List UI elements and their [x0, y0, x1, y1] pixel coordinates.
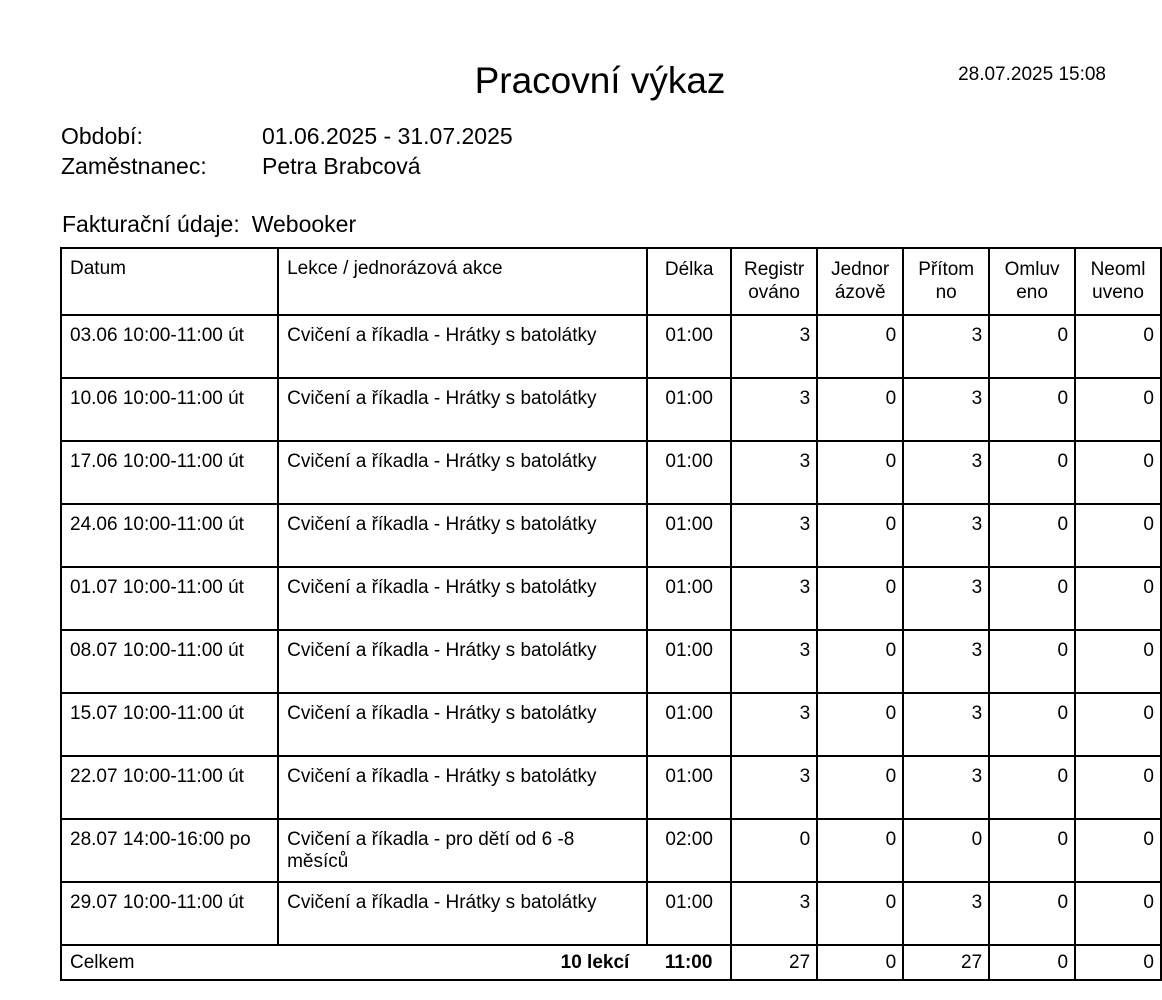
cell-registered: 0 [731, 819, 817, 882]
page-title: Pracovní výkaz [474, 60, 726, 101]
cell-present: 0 [903, 819, 989, 882]
cell-unexcused: 0 [1075, 693, 1161, 756]
column-header-date: Datum [61, 248, 278, 315]
cell-lesson: Cvičení a říkadla - pro dětí od 6 -8 měsíců [278, 819, 647, 882]
cell-excused: 0 [989, 315, 1075, 378]
table-row [61, 630, 1161, 693]
column-header-registered: Registr ováno [731, 248, 817, 315]
cell-date: 22.07 10:00-11:00 út [61, 756, 278, 819]
cell-registered: 3 [731, 567, 817, 630]
column-header-excused: Omluv eno [989, 248, 1075, 315]
cell-date: 29.07 10:00-11:00 út [61, 882, 278, 945]
period-label: Období: [61, 123, 143, 149]
cell-registered: 3 [731, 504, 817, 567]
totals-length: 11:00 [647, 945, 731, 980]
table-header-row [61, 248, 1161, 315]
cell-excused: 0 [989, 441, 1075, 504]
cell-excused: 0 [989, 378, 1075, 441]
cell-lesson: Cvičení a říkadla - Hrátky s batolátky [278, 315, 647, 378]
totals-registered: 27 [731, 945, 817, 980]
cell-onetime: 0 [817, 315, 903, 378]
cell-date: 10.06 10:00-11:00 út [61, 378, 278, 441]
totals-unexcused: 0 [1075, 945, 1161, 980]
table-row [61, 819, 1161, 882]
billing-value: Webooker [251, 211, 357, 237]
table-row [61, 756, 1161, 819]
generated-timestamp: 28.07.2025 15:08 [958, 64, 1106, 85]
cell-present: 3 [903, 567, 989, 630]
cell-unexcused: 0 [1075, 441, 1161, 504]
cell-excused: 0 [989, 756, 1075, 819]
cell-date: 15.07 10:00-11:00 út [61, 693, 278, 756]
cell-registered: 3 [731, 882, 817, 945]
cell-registered: 3 [731, 441, 817, 504]
table-row [61, 504, 1161, 567]
cell-excused: 0 [989, 819, 1075, 882]
cell-unexcused: 0 [1075, 819, 1161, 882]
cell-present: 3 [903, 630, 989, 693]
cell-length: 01:00 [647, 693, 731, 756]
cell-lesson: Cvičení a říkadla - Hrátky s batolátky [278, 882, 647, 945]
table-row [61, 441, 1161, 504]
cell-lesson: Cvičení a říkadla - Hrátky s batolátky [278, 441, 647, 504]
column-header-unexcused: Neoml uveno [1075, 248, 1161, 315]
cell-lesson: Cvičení a říkadla - Hrátky s batolátky [278, 630, 647, 693]
cell-onetime: 0 [817, 693, 903, 756]
cell-lesson: Cvičení a říkadla - Hrátky s batolátky [278, 567, 647, 630]
cell-length: 01:00 [647, 441, 731, 504]
table-row [61, 315, 1161, 378]
cell-onetime: 0 [817, 756, 903, 819]
work-report-table [60, 247, 1162, 981]
totals-label: Celkem [61, 945, 278, 980]
cell-unexcused: 0 [1075, 315, 1161, 378]
cell-length: 01:00 [647, 567, 731, 630]
cell-lesson: Cvičení a říkadla - Hrátky s batolátky [278, 378, 647, 441]
cell-present: 3 [903, 504, 989, 567]
billing-row [62, 211, 356, 238]
totals-lessons: 10 lekcí [278, 945, 647, 980]
table-row [61, 693, 1161, 756]
cell-lesson: Cvičení a říkadla - Hrátky s batolátky [278, 693, 647, 756]
cell-onetime: 0 [817, 630, 903, 693]
cell-unexcused: 0 [1075, 630, 1161, 693]
cell-length: 01:00 [647, 882, 731, 945]
cell-registered: 3 [731, 693, 817, 756]
cell-present: 3 [903, 756, 989, 819]
cell-registered: 3 [731, 378, 817, 441]
totals-present: 27 [903, 945, 989, 980]
table-row [61, 378, 1161, 441]
totals-excused: 0 [989, 945, 1075, 980]
cell-present: 3 [903, 882, 989, 945]
cell-unexcused: 0 [1075, 882, 1161, 945]
cell-onetime: 0 [817, 378, 903, 441]
column-header-onetime: Jednor ázově [817, 248, 903, 315]
totals-row [61, 945, 1161, 980]
cell-present: 3 [903, 441, 989, 504]
column-header-length: Délka [647, 248, 731, 315]
cell-length: 02:00 [647, 819, 731, 882]
cell-present: 3 [903, 315, 989, 378]
cell-lesson: Cvičení a říkadla - Hrátky s batolátky [278, 504, 647, 567]
cell-length: 01:00 [647, 756, 731, 819]
cell-registered: 3 [731, 315, 817, 378]
cell-present: 3 [903, 378, 989, 441]
cell-excused: 0 [989, 882, 1075, 945]
cell-registered: 3 [731, 630, 817, 693]
billing-label: Fakturační údaje: [62, 211, 240, 237]
cell-date: 17.06 10:00-11:00 út [61, 441, 278, 504]
cell-onetime: 0 [817, 567, 903, 630]
cell-date: 08.07 10:00-11:00 út [61, 630, 278, 693]
table-row [61, 567, 1161, 630]
cell-onetime: 0 [817, 819, 903, 882]
column-header-lesson: Lekce / jednorázová akce [278, 248, 647, 315]
cell-date: 24.06 10:00-11:00 út [61, 504, 278, 567]
cell-length: 01:00 [647, 315, 731, 378]
employee-value: Petra Brabcová [262, 153, 421, 179]
cell-length: 01:00 [647, 504, 731, 567]
table-row [61, 882, 1161, 945]
cell-unexcused: 0 [1075, 378, 1161, 441]
period-value: 01.06.2025 - 31.07.2025 [262, 123, 513, 149]
cell-present: 3 [903, 693, 989, 756]
cell-lesson: Cvičení a říkadla - Hrátky s batolátky [278, 756, 647, 819]
cell-excused: 0 [989, 693, 1075, 756]
cell-excused: 0 [989, 567, 1075, 630]
cell-date: 28.07 14:00-16:00 po [61, 819, 278, 882]
cell-excused: 0 [989, 630, 1075, 693]
column-header-present: Přítom no [903, 248, 989, 315]
cell-length: 01:00 [647, 630, 731, 693]
cell-date: 03.06 10:00-11:00 út [61, 315, 278, 378]
cell-onetime: 0 [817, 504, 903, 567]
cell-onetime: 0 [817, 882, 903, 945]
cell-unexcused: 0 [1075, 504, 1161, 567]
totals-onetime: 0 [817, 945, 903, 980]
cell-excused: 0 [989, 504, 1075, 567]
cell-onetime: 0 [817, 441, 903, 504]
cell-length: 01:00 [647, 378, 731, 441]
cell-registered: 3 [731, 756, 817, 819]
employee-label: Zaměstnanec: [61, 153, 207, 179]
cell-date: 01.07 10:00-11:00 út [61, 567, 278, 630]
cell-unexcused: 0 [1075, 756, 1161, 819]
cell-unexcused: 0 [1075, 567, 1161, 630]
